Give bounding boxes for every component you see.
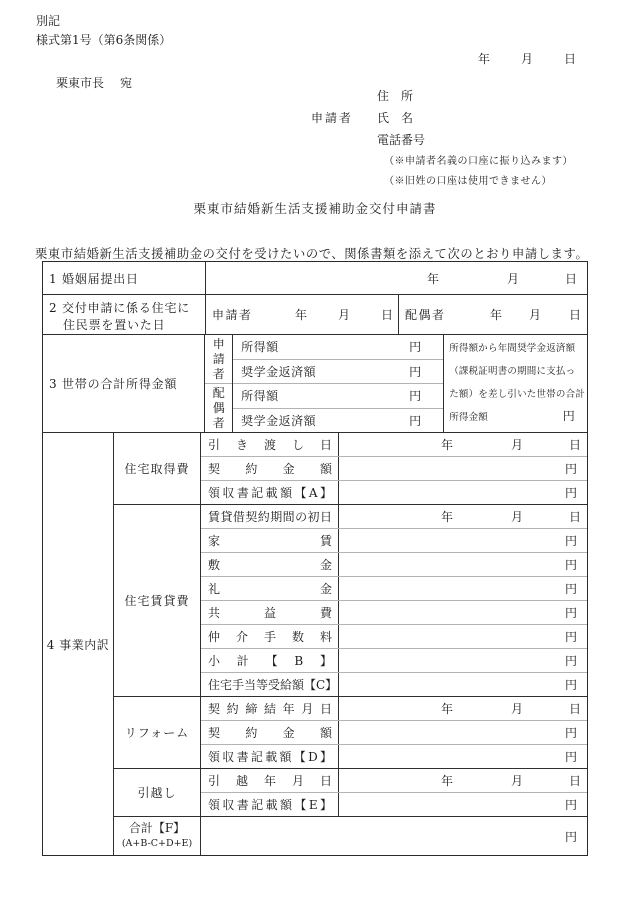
day-label: 日 [568,702,581,716]
total-label: 合計【F】 [128,821,186,835]
item-label: 家賃 [208,534,332,548]
yen-label: 円 [409,389,422,404]
account-note-2: （※旧姓の口座は使用できません） [384,176,552,187]
deposit-row [201,552,587,576]
applicant-label: 申請者 [311,111,354,125]
group-moving [114,769,587,817]
item-label: 引越年月日 [208,774,332,788]
yen-label: 円 [564,678,577,692]
month-label: 月 [510,510,523,524]
common-fee-field[interactable] [339,601,587,624]
group-renovation [114,697,587,769]
item-label: 仲介手数料 [208,630,332,644]
group-name: リフォーム [114,697,201,768]
item-label: 共益費 [208,606,332,620]
scholarship-label: 奨学金返済額 [241,364,317,379]
residence-date-applicant-field[interactable] [206,295,399,334]
row2-label-line1: 2 交付申請に係る住宅に [49,301,191,315]
item-label: 領収書記載額【A】 [208,486,332,500]
spouse-scholarship-field[interactable] [233,408,443,433]
housing-allowance-c-field[interactable] [339,673,587,696]
lease-start-date-field[interactable] [339,505,587,528]
intro-sentence: 栗東市結婚新生活支援補助金の交付を受けたいので、関係書類を添えて次のとおり申請します。 [35,247,589,261]
note-line: 所得金額 [449,412,488,423]
address-field-label[interactable]: 住 所 [377,89,414,103]
day-label: 日 [568,438,581,452]
marriage-date-field[interactable] [206,262,587,294]
year-label: 年 [426,271,439,286]
row4-label: 4 事業内訳 [43,433,114,855]
day-label: 日 [380,308,393,322]
note-line: （課税証明書の期間に支払っ [449,366,576,377]
receipt-amount-d-row [201,744,587,768]
addressee-name: 栗東市長 [56,76,105,90]
handover-date-row [201,433,587,456]
item-label: 契約金額 [208,462,332,476]
key-money-row [201,576,587,600]
header-date-line[interactable] [478,50,576,67]
subtotal-b-row [201,648,587,672]
yen-label: 円 [564,726,577,740]
year-label: 年 [294,308,307,322]
handover-date-field[interactable] [339,433,587,456]
form-title: 栗東市結婚新生活支援補助金交付申請書 [193,201,437,216]
group-name: 引越し [114,769,201,816]
renovation-contract-amount-row [201,720,587,744]
day-label: 日 [568,510,581,524]
year-label: 年 [440,438,453,452]
receipt-amount-e-field[interactable] [339,793,587,816]
year-label: 年 [440,702,453,716]
row-marriage-date [43,262,587,295]
row3-party-column [205,335,233,432]
item-label: 住宅手当等受給額【C】 [208,678,338,692]
row2-label-line2: 住民票を置いた日 [63,318,166,332]
month-label: 月 [337,308,350,322]
item-label: 領収書記載額【E】 [208,798,332,812]
item-label: 契約金額 [208,726,332,740]
bekki-note: 別記 [36,14,61,28]
total-f-row [114,817,587,855]
renovation-contract-date-field[interactable] [339,697,587,720]
group-home-purchase [114,433,587,505]
addressee-line [56,74,132,91]
year-label: 年 [440,510,453,524]
total-label-cell [114,817,201,855]
item-label: 敷金 [208,558,332,572]
applicant-label: 申請者 [212,308,253,322]
income-label: 所得額 [241,389,279,404]
application-table [42,261,588,856]
day-label: 日 [568,774,581,788]
day-label: 日 [564,271,577,286]
yen-label: 円 [564,534,577,548]
yen-label: 円 [564,582,577,596]
row3-amount-column [233,335,444,432]
renovation-contract-date-row [201,697,587,720]
applicant-income-field[interactable] [233,335,443,359]
row1-label: 1 婚姻届提出日 [43,262,206,294]
month-label: 月 [520,52,533,66]
row2-label [43,295,206,334]
rent-row [201,528,587,552]
yen-label: 円 [564,630,577,644]
deposit-field[interactable] [339,553,587,576]
scholarship-label: 奨学金返済額 [241,413,317,428]
yen-label: 円 [564,558,577,572]
contract-amount-field[interactable] [339,457,587,480]
item-label: 契約締結年月日 [208,702,332,716]
note-line: 所得額から年間奨学金返済額 [449,343,576,354]
name-field-label[interactable]: 氏 名 [377,111,414,125]
month-label: 月 [510,702,523,716]
year-label: 年 [478,52,491,66]
receipt-amount-e-row [201,792,587,816]
spouse-label: 配偶者 [405,308,446,322]
lease-start-date-row [201,505,587,528]
yen-label: 円 [409,340,422,355]
moving-date-field[interactable] [339,769,587,792]
income-label: 所得額 [241,340,279,355]
yen-label: 円 [409,364,422,379]
total-f-field[interactable] [201,817,587,855]
agency-fee-field[interactable] [339,625,587,648]
account-note-1: （※申請者名義の口座に振り込みます） [384,156,573,167]
renovation-contract-amount-field[interactable] [339,721,587,744]
month-label: 月 [506,271,519,286]
receipt-amount-a-field[interactable] [339,481,587,504]
spouse-vertical-label: 配偶者 [205,383,232,432]
day-label: 日 [563,52,576,66]
phone-field-label[interactable]: 電話番号 [377,133,426,147]
month-label: 月 [510,774,523,788]
item-label: 領収書記載額【D】 [208,750,332,764]
applicant-scholarship-field[interactable] [233,359,443,384]
row-household-income [43,335,587,433]
item-label: 引き渡し日 [208,438,332,452]
subtotal-b-field[interactable] [339,649,587,672]
yen-label: 円 [562,409,575,423]
form-number: 様式第1号（第6条関係） [36,33,172,47]
yen-label: 円 [564,798,577,812]
housing-allowance-c-row [201,672,587,696]
row-project-breakdown [43,433,587,855]
receipt-amount-d-field[interactable] [339,745,587,768]
common-fee-row [201,600,587,624]
row3-label: 3 世帯の合計所得金額 [43,335,205,432]
contract-amount-row [201,456,587,480]
note-line: た額）を差し引いた世帯の合計 [449,389,585,400]
yen-label: 円 [564,829,577,844]
group-name: 住宅取得費 [114,433,201,504]
yen-label: 円 [564,462,577,476]
month-label: 月 [510,438,523,452]
moving-date-row [201,769,587,792]
yen-label: 円 [409,413,422,428]
month-label: 月 [528,308,541,322]
key-money-field[interactable] [339,577,587,600]
spouse-income-field[interactable] [233,383,443,408]
item-label: 小計【B】 [208,654,332,668]
household-income-note[interactable] [444,335,587,432]
applicant-vertical-label: 申請者 [212,336,225,381]
residence-date-spouse-field[interactable] [399,295,587,334]
total-formula: (A+B-C+D+E) [121,838,193,849]
addressee-suffix: 宛 [120,76,133,90]
group-name: 住宅賃貸費 [114,505,201,696]
item-label: 賃貸借契約期間の初日 [208,510,332,524]
yen-label: 円 [564,486,577,500]
year-label: 年 [489,308,502,322]
group-home-rental [114,505,587,697]
yen-label: 円 [564,606,577,620]
agency-fee-row [201,624,587,648]
day-label: 日 [568,308,581,322]
item-label: 礼金 [208,582,332,596]
year-label: 年 [440,774,453,788]
yen-label: 円 [564,654,577,668]
row-residence-date [43,295,587,335]
receipt-amount-a-row [201,480,587,504]
rent-field[interactable] [339,529,587,552]
yen-label: 円 [564,750,577,764]
